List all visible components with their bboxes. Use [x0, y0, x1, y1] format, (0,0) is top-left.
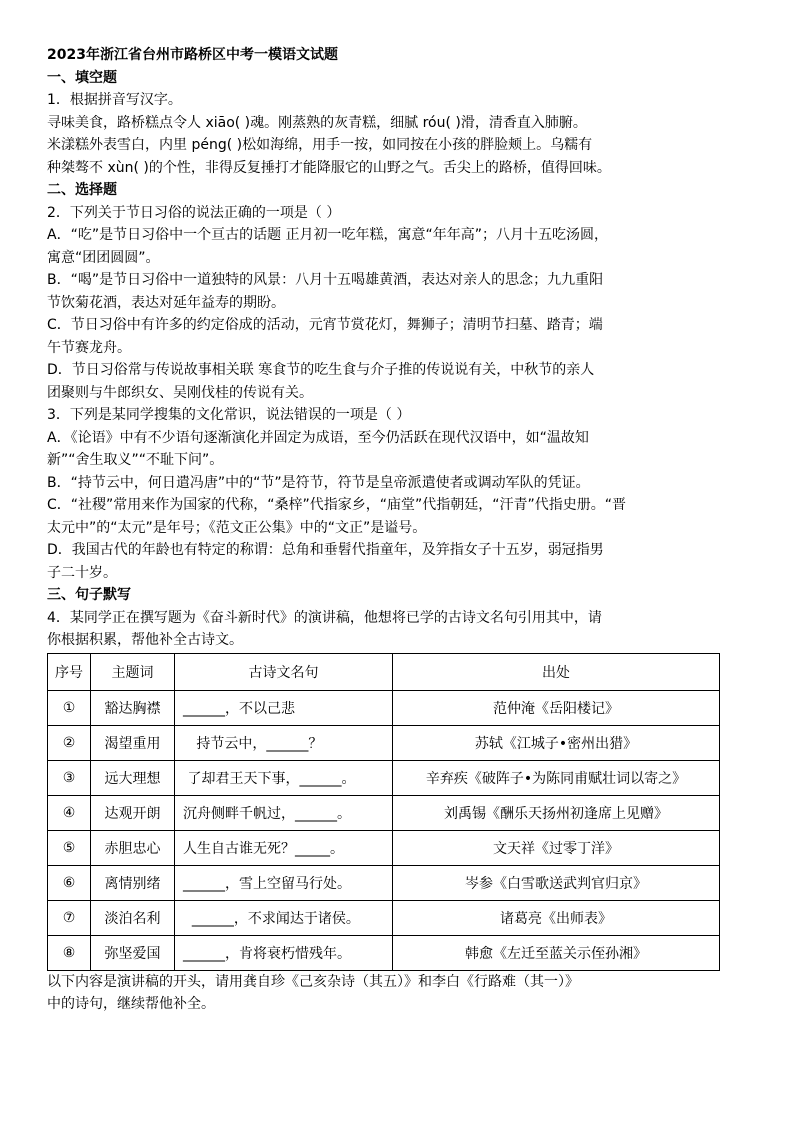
cell-theme: 赤胆忠心: [91, 830, 175, 865]
text-line: A．“吃”是节日习俗中一个亘古的话题 正月初一吃年糕，寓意“年年高”；八月十五吃汤圆，: [47, 227, 609, 243]
cell-theme: 弥坚爱国: [91, 935, 175, 970]
table-row: [48, 830, 720, 865]
document-content: [47, 44, 727, 1016]
cell-number: ③: [48, 760, 91, 795]
header-theme: 主题词: [91, 653, 175, 690]
text-line: 午节赛龙舟。: [47, 339, 131, 356]
text-line: 团聚则与牛郎织女、吴刚伐桂的传说有关。: [47, 384, 313, 401]
cell-verse: ______，不以己悲: [175, 690, 393, 725]
cell-theme: 达观开朗: [91, 795, 175, 830]
cell-number: ⑥: [48, 865, 91, 900]
cell-source: 范仲淹《岳阳楼记》: [393, 690, 720, 725]
text-line: B．“持节云中，何日遣冯唐”中的“节”是符节，符节是皇帝派遣使者或调动军队的凭证。: [47, 474, 590, 491]
cell-verse: 人生自古谁无死？_____。: [175, 830, 393, 865]
text-line: 寓意“团团圆圆”。: [47, 249, 160, 266]
cell-source: 诸葛亮《出师表》: [393, 900, 720, 935]
cell-source: 韩愈《左迁至蓝关示侄孙湘》: [393, 935, 720, 970]
cell-verse: ______，雪上空留马行处。: [175, 865, 393, 900]
text-line: 你根据积累，帮他补全古诗文。: [47, 632, 243, 648]
text-line: 子二十岁。: [47, 564, 117, 581]
text-line: C．“社稷”常用来作为国家的代称，“桑梓”代指家乡，“庙堂”代指朝廷，“汗青”代指史册。“晋: [47, 497, 627, 513]
text-line: 以下内容是演讲稿的开头，请用龚自珍《己亥杂诗（其五）》和李白《行路难（其一）》: [47, 973, 579, 990]
text-line: 4．某同学正在撰写题为《奋斗新时代》的演讲稿，他想将已学的古诗文名句引用其中，请: [47, 609, 602, 626]
cell-verse: ______，不求闻达于诸侯。: [175, 900, 393, 935]
table-row: [48, 900, 720, 935]
cell-theme: 渴望重用: [91, 725, 175, 760]
cell-verse: 沉舟侧畔千帆过，______。: [175, 795, 393, 830]
header-number: 序号: [48, 653, 91, 690]
text-line: A．《论语》中有不少语句逐渐演化并固定为成语，至今仍活跃在现代汉语中，如“温故知: [47, 429, 589, 446]
cell-source: 岑参《白雪歌送武判官归京》: [393, 865, 720, 900]
table-row: [48, 690, 720, 725]
section-heading-recitation: 三、句子默写: [47, 587, 131, 603]
text-line: 1．根据拼音写汉字。: [47, 92, 182, 108]
header-source: 出处: [393, 653, 720, 690]
text-line: 中的诗句，继续帮他补全。: [47, 996, 215, 1012]
text-line: B．“喝”是节日习俗中一道独特的风景：八月十五喝雄黄酒，表达对亲人的思念；九九重阳: [47, 272, 604, 288]
text-line: 太元中”的“太元”是年号；《范文正公集》中的“文正”是谥号。: [47, 519, 427, 536]
table-header-row: [48, 653, 720, 690]
section-heading-fill-in: 一、填空题: [47, 69, 117, 86]
poem-table: [47, 653, 720, 971]
text-line: C．节日习俗中有许多的约定俗成的活动，元宵节赏花灯，舞狮子；清明节扫墓、踏青；端: [47, 317, 603, 333]
cell-number: ④: [48, 795, 91, 830]
text-line: 种桀骜不 xùn( )的个性，非得反复捶打才能降服它的山野之气。舌尖上的路桥，值得回味。: [47, 159, 611, 176]
cell-source: 文天祥《过零丁洋》: [393, 830, 720, 865]
header-verse: 古诗文名句: [175, 653, 393, 690]
cell-source: 苏轼《江城子•密州出猎》: [393, 725, 720, 760]
cell-theme: 淡泊名利: [91, 900, 175, 935]
document-title: 2023年浙江省台州市路桥区中考一模语文试题: [47, 47, 338, 63]
text-line: D．节日习俗常与传说故事相关联 寒食节的吃生食与介子推的传说说有关，中秋节的亲人: [47, 362, 595, 378]
cell-number: ⑧: [48, 935, 91, 970]
text-line: 3．下列是某同学搜集的文化常识，说法错误的一项是（ ）: [47, 407, 411, 423]
cell-theme: 离情别绪: [91, 865, 175, 900]
cell-verse: 持节云中，______？: [175, 725, 393, 760]
text-line: 节饮菊花酒，表达对延年益寿的期盼。: [47, 294, 285, 311]
table-row: [48, 760, 720, 795]
section-choice-body: [47, 202, 727, 585]
cell-verse: ______，肯将衰朽惜残年。: [175, 935, 393, 970]
section-fill-in-body: [47, 89, 727, 179]
section-heading-choice: 二、选择题: [47, 182, 117, 198]
text-line: 新”“舍生取义”“不耻下问”。: [47, 452, 224, 468]
cell-source: 刘禹锡《酬乐天扬州初逢席上见赠》: [393, 795, 720, 830]
cell-source: 辛弃疾《破阵子•为陈同甫赋壮词以寄之》: [393, 760, 720, 795]
table-row: [48, 935, 720, 970]
text-line: D．我国古代的年龄也有特定的称谓：总角和垂髫代指童年，及笄指女子十五岁，弱冠指男: [47, 542, 604, 558]
cell-theme: 豁达胸襟: [91, 690, 175, 725]
cell-number: ②: [48, 725, 91, 760]
table-row: [48, 795, 720, 830]
table-row: [48, 865, 720, 900]
text-line: 寻味美食，路桥糕点令人 xiāo( )魂。刚蒸熟的灰青糕，细腻 róu( )滑，清香直入肺腑。: [47, 114, 587, 131]
cell-number: ⑦: [48, 900, 91, 935]
cell-number: ⑤: [48, 830, 91, 865]
text-line: 2．下列关于节日习俗的说法正确的一项是（ ）: [47, 204, 341, 221]
cell-verse: 了却君王天下事，______。: [175, 760, 393, 795]
table-row: [48, 725, 720, 760]
text-line: 米漾糕外表雪白，内里 péng( )松如海绵，用手一按，如同按在小孩的胖脸颊上。乌糯有: [47, 137, 593, 153]
cell-number: ①: [48, 690, 91, 725]
cell-theme: 远大理想: [91, 760, 175, 795]
